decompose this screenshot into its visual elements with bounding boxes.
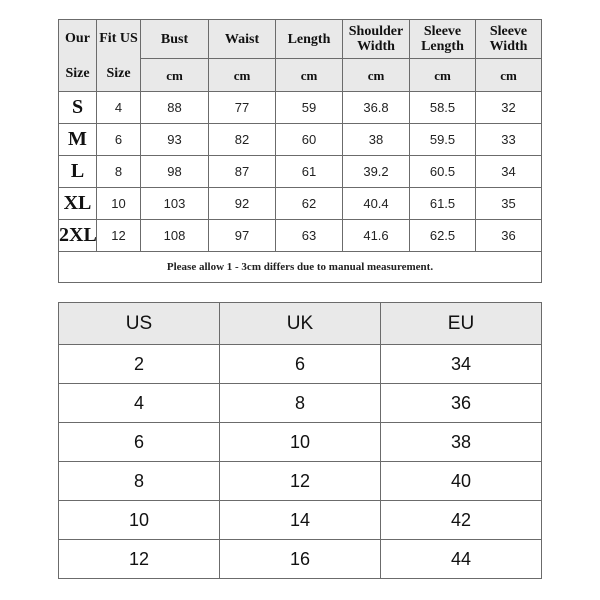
fit-us-size: 4 [97,92,141,124]
table-row [59,540,542,579]
sleeve-width-value: 35 [476,188,542,220]
sleeve-length-value: 58.5 [410,92,476,124]
length-value: 63 [276,220,343,252]
header-length: Length [276,20,343,59]
us-size: 2 [59,345,220,384]
waist-value: 92 [209,188,276,220]
header-bust: Bust [141,20,209,59]
table-row [59,501,542,540]
length-value: 60 [276,124,343,156]
us-size: 6 [59,423,220,462]
size-name: L [59,156,97,188]
waist-value: 82 [209,124,276,156]
table-row [59,124,542,156]
uk-size: 16 [220,540,381,579]
bust-value: 103 [141,188,209,220]
measurement-note: Please allow 1 - 3cm differs due to manual measurement. [59,252,542,283]
eu-size: 44 [381,540,542,579]
waist-value: 87 [209,156,276,188]
unit-cell: cm [343,59,410,92]
shoulder-width-value: 36.8 [343,92,410,124]
uk-size: 10 [220,423,381,462]
fit-us-size: 12 [97,220,141,252]
header-sleeve-length: Sleeve Length [410,20,476,59]
unit-cell: cm [209,59,276,92]
size-name: M [59,124,97,156]
sleeve-length-value: 60.5 [410,156,476,188]
bust-value: 108 [141,220,209,252]
sleeve-width-value: 36 [476,220,542,252]
shoulder-width-value: 39.2 [343,156,410,188]
sleeve-width-value: 33 [476,124,542,156]
fit-us-size: 10 [97,188,141,220]
bust-value: 88 [141,92,209,124]
table-row [59,156,542,188]
shoulder-width-value: 41.6 [343,220,410,252]
bust-value: 98 [141,156,209,188]
shoulder-width-value: 40.4 [343,188,410,220]
sleeve-length-value: 61.5 [410,188,476,220]
waist-value: 77 [209,92,276,124]
eu-size: 42 [381,501,542,540]
length-value: 59 [276,92,343,124]
us-size: 8 [59,462,220,501]
shoulder-width-value: 38 [343,124,410,156]
table-row [59,345,542,384]
eu-size: 38 [381,423,542,462]
size-chart-header-row [59,20,542,59]
eu-size: 34 [381,345,542,384]
table-row [59,423,542,462]
header-shoulder-width: Shoulder Width [343,20,410,59]
table-row [59,384,542,423]
table-row [59,188,542,220]
header-fit-us-size: Fit US Size [97,20,141,92]
note-row [59,252,542,283]
unit-cell: cm [276,59,343,92]
eu-size: 36 [381,384,542,423]
header-waist: Waist [209,20,276,59]
table-row [59,220,542,252]
size-name: XL [59,188,97,220]
unit-cell: cm [410,59,476,92]
header-sleeve-width: Sleeve Width [476,20,542,59]
us-size: 12 [59,540,220,579]
uk-size: 8 [220,384,381,423]
sleeve-width-value: 32 [476,92,542,124]
uk-size: 14 [220,501,381,540]
uk-size: 6 [220,345,381,384]
size-name: S [59,92,97,124]
size-name: 2XL [59,220,97,252]
table-row [59,462,542,501]
size-chart-table [58,19,542,283]
bust-value: 93 [141,124,209,156]
header-uk: UK [220,303,381,345]
table-row [59,92,542,124]
header-our-size: Our Size [59,20,97,92]
header-us: US [59,303,220,345]
us-size: 10 [59,501,220,540]
header-eu: EU [381,303,542,345]
sleeve-length-value: 62.5 [410,220,476,252]
unit-cell: cm [141,59,209,92]
size-conversion-table [58,302,542,579]
length-value: 62 [276,188,343,220]
unit-cell: cm [476,59,542,92]
uk-size: 12 [220,462,381,501]
waist-value: 97 [209,220,276,252]
us-size: 4 [59,384,220,423]
sleeve-length-value: 59.5 [410,124,476,156]
eu-size: 40 [381,462,542,501]
fit-us-size: 8 [97,156,141,188]
conversion-header-row [59,303,542,345]
fit-us-size: 6 [97,124,141,156]
sleeve-width-value: 34 [476,156,542,188]
length-value: 61 [276,156,343,188]
